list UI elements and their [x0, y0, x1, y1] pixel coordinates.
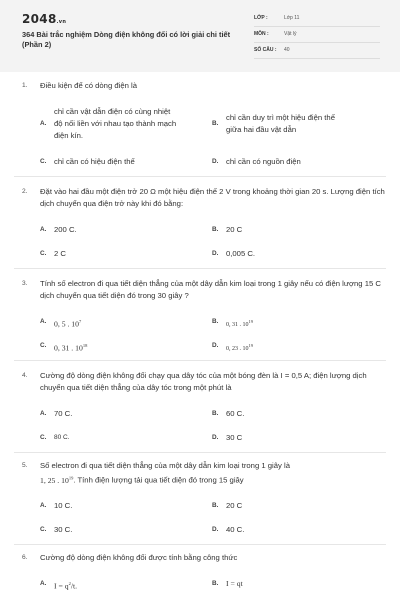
option-b[interactable]: B. 20 C [212, 225, 243, 234]
question-number: 5. [22, 462, 28, 469]
option-b[interactable]: B. 60 C. [212, 409, 245, 418]
option-c[interactable]: C. 2 C [40, 249, 66, 258]
option-d[interactable]: D. 40 C. [212, 525, 245, 534]
divider [14, 176, 386, 177]
option-d[interactable]: D. 0,005 C. [212, 249, 256, 258]
question-text: Tính số electron đi qua tiết diện thẳng của một dây dẫn kim loại trong 1 giây nếu có điện lượng 15 C dịch chuyển qua tiết diện đó trong 30 giây ? [40, 279, 381, 300]
option-a[interactable]: A. chỉ cần vật dẫn điện có cùng nhiệt độ nối liền với nhau tạo thành mạch điện kín. [40, 107, 177, 140]
option-a[interactable]: A. 70 C. [40, 409, 73, 418]
document-header [0, 0, 400, 72]
question-number: 4. [22, 372, 28, 379]
question-text: Điều kiện để có dòng điện là [40, 81, 138, 90]
divider [14, 360, 386, 361]
divider [14, 544, 386, 545]
question-text: Số electron đi qua tiết diện thẳng của một dây dẫn kim loại trong 1 giây là 1, 25 . $10^{19}$. Tính điện lượng tải qua tiết diện đó trong 15 giây [40, 461, 290, 485]
option-b[interactable]: B. I = qt [212, 579, 243, 588]
question-number: 1. [22, 82, 28, 89]
meta-subject: MÔN : Vật lý [254, 28, 380, 43]
option-b[interactable]: B. 20 C [212, 501, 243, 510]
meta-question-count: SỐ CÂU : 40 [254, 44, 380, 59]
option-a[interactable]: A. $I = q^2/t$. [40, 580, 78, 591]
option-a[interactable]: A. 10 C. [40, 501, 73, 510]
site-logo[interactable]: 2048.vn [22, 12, 67, 26]
question-text: Cường độ dòng điện không đổi được tính bằng công thức [40, 553, 238, 562]
question-text: Cường độ dòng điện không đổi chạy qua dây tóc của một bóng đèn là I = 0,5 A; điện lượng dịch chuyển qua tiết diện thẳng của dây tóc trong một phút là [40, 371, 367, 392]
divider [14, 268, 386, 269]
question-text: Đặt vào hai đầu một điện trở 20 Ω một hiệu điện thế 2 V trong khoảng thời gian 20 s. Lượng điện tích dịch chuyển qua điện trở này khi đó bằng: [40, 187, 385, 208]
option-c[interactable]: C. 80 C. [40, 434, 70, 441]
option-d[interactable]: D. 0, 23 . $10^{19}$ [212, 342, 253, 352]
question-number: 3. [22, 280, 28, 287]
option-d[interactable]: D. 30 C [212, 433, 243, 442]
option-d[interactable]: D. chỉ cần có nguồn điện [212, 157, 301, 166]
meta-grade: LỚP : Lớp 11 [254, 12, 380, 27]
document-title: 364 Bài trắc nghiệm Dòng điện không đổi có lời giải chi tiết (Phần 2) [22, 30, 231, 49]
option-b[interactable]: B. 0, 31 . $10^{19}$ [212, 318, 253, 328]
option-c[interactable]: C. chỉ cần có hiệu điện thế [40, 157, 135, 166]
question-number: 6. [22, 554, 28, 561]
option-b[interactable]: B. chỉ cần duy trì một hiệu điện thế giữa hai đầu vật dẫn [212, 113, 335, 134]
question-number: 2. [22, 188, 28, 195]
option-a[interactable]: A. 200 C. [40, 225, 77, 234]
option-c[interactable]: C. 30 C. [40, 525, 73, 534]
option-c[interactable]: C. 0, 31 . $10^{18}$ [40, 342, 88, 353]
divider [14, 452, 386, 453]
option-a[interactable]: A. 0, 5 . $10^7$ [40, 318, 82, 329]
